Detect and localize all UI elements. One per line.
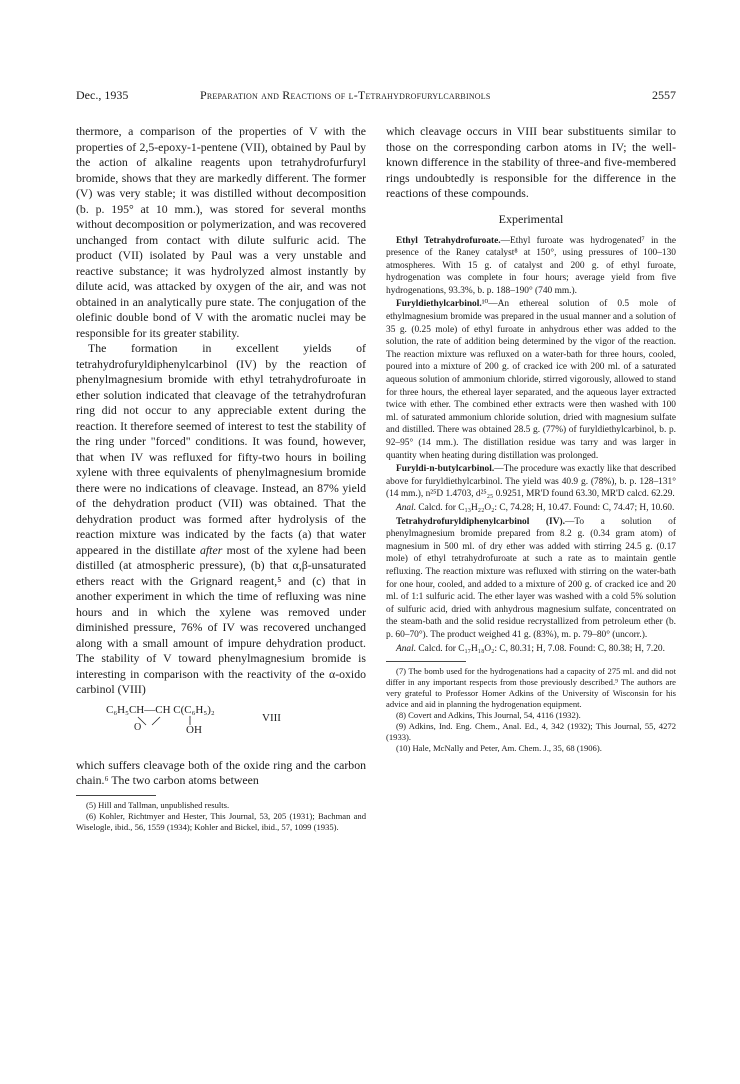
formula-oxygen: O	[134, 721, 142, 733]
structural-formula	[76, 700, 366, 752]
paragraph: which suffers cleavage both of the oxide ring and the carbon chain.⁶ The two carbon atoms between	[76, 757, 366, 787]
footnote: (5) Hill and Tallman, unpublished results.	[86, 799, 230, 810]
experimental-entry: Furyldi-n-butylcarbinol.—The procedure was exactly like that described above for furyldiethylcarbinol. The yield was 40.9 g. (78%), b. p. 128–131° (14 mm.), n²⁵D 1.4703, d²⁵₂₅ 0.9251, MR'D found 63.30, MR'D calcd. 62.29.	[386, 464, 676, 500]
paragraph: which cleavage occurs in VIII bear substituents similar to those on the corresponding carbon atoms in IV; the well-known difference in the stability of three-and five-membered rings undoubtedly is responsible for the difference in the reactions of these compounds.	[386, 124, 676, 200]
footnote: (8) Covert and Adkins, This Journal, 54, 4116 (1932).	[396, 710, 581, 721]
paragraph: The formation in excellent yields of tetrahydrofuryldiphenylcarbinol (IV) by the reaction of phenylmagnesium bromide with ethyl tetrahydrofuroate in ether solution indicated that cleavage of the tetrahydrofuran ring did not occur to any appreciable extent during the reaction. It therefore seemed of interest to test the stability of the ring under "forced" conditions. It was found, however, that when IV was refluxed for fifty-two hours in boiling xylene with three equivalents of phenylmagnesium bromide there were no indications of cleavage. Instead, an 87% yield of the dehydration product (VII) was obtained. That the dehydration product was formed after hydrolysis of the reaction mixture was indicated by the facts (a) that water appeared in the distillate after most of the xylene had been distilled (at atmospheric pressure), (b) that α,β-unsaturated ethers react with the Grignard reagent,⁵ and (c) that in another experiment in which the time of refluxing was nine hours and in which the xylene was removed under diminished pressure, 76% of IV was recovered unchanged along with a small amount of impure dehydration product. The stability of V toward phenylmagnesium bromide is interesting in comparison with the reactivity of the α-oxido carbinol (VIII)	[76, 341, 367, 696]
section-heading: Experimental	[498, 211, 564, 226]
formula-main: C₆H₅CH—CH C(C₆H₅)₂	[106, 703, 215, 716]
analysis-line: Anal. Calcd. for C₁₇H₁₈O₂: C, 80.31; H, 7.08. Found: C, 80.38; H, 7.20.	[396, 643, 665, 654]
formula-hydroxyl: OH	[186, 723, 202, 736]
formula-label: VIII	[262, 711, 281, 724]
header-date: Dec., 1935	[76, 88, 129, 102]
right-column	[386, 124, 676, 754]
left-column	[76, 124, 366, 833]
footnote-rule	[76, 795, 156, 796]
paragraph: thermore, a comparison of the properties of V with the properties of 2,5-epoxy-1-pentene (VII), obtained by Paul by the action of alkaline reagents upon tetrahydrofurfuryl bromide, shows that they are markedly different. The former (V) was very stable; it was distilled without decomposition (b. p. 195° at 10 mm.), was stored for several months without decomposition or polymerization, and was recovered unchanged from contact with dilute sulfuric acid. The product (VII) isolated by Paul was a very unstable and reactive substance; it was hydrolyzed almost instantly by dilute acid, was attacked by oxygen of the air, and was not obtained in an analytically pure state. The conjugation of the olefinic double bond of V with the aromatic nuclei may be responsible for its greater stability.	[76, 124, 366, 340]
experimental-entry: Ethyl Tetrahydrofuroate.—Ethyl furoate was hydrogenated⁷ in the presence of the Raney catalyst⁸ at 150°, using pressures of 100–130 atmospheres. With 15 g. of catalyst and 200 g. of ethyl furoate, hydrogenation was complete in four hours; average yield from five hydrogenations, 93.3%, b. p. 188–190° (740 mm.).	[386, 235, 676, 296]
experimental-entry: Tetrahydrofuryldiphenylcarbinol (IV).—To a solution of phenylmagnesium bromide prepared from 8.2 g. (0.34 gram atom) of magnesium in 500 ml. of dry ether was added with stirring 24.5 g. (0.17 mole) of ethyl tetrahydrofuroate at such a rate as to maintain gentle refluxing. The reaction mixture was refluxed with stirring on the water-bath for one hour, cooled, and added to a mixture of 200 g. of cracked ice and 20 ml. of 1:1 sulfuric acid. The ether layer was washed with a cold 5% solution of sulfuric acid, dried with anhydrous magnesium sulfate, concentrated on the steam-bath and the solid residue recrystallized from petroleum ether (b. p. 60–70°). The product weighed 41 g. (83%), m. p. 79–80° (uncorr.).	[386, 516, 676, 640]
running-header	[76, 88, 676, 104]
experimental-entry: Furyldiethylcarbinol.¹⁰—An ethereal solution of 0.5 mole of ethylmagnesium bromide was prepared in the usual manner and a solution of 35 g. (0.25 mole) of ethyl furoate in anhydrous ether was added to the solution, the rate of addition being determined by the vigor of the reaction. The reaction mixture was refluxed on a water-bath for three hours, cooled, poured into a mixture of 200 g. of cracked ice with 200 ml. of a saturated aqueous solution of ammonium chloride, stirred vigorously, allowed to stand for three hours, the ethereal layer separated, and the aqueous layer extracted twice with ether. The combined ether extracts were then washed with 100 ml. of saturated ammonium chloride solution, dried with magnesium sulfate and distilled. There was obtained 28.5 g. (77%) of furyldiethylcarbinol, b. p. 92–95° (14 mm.). The distillation residue was tarry and was larger in quantity when heating during distillation was prolonged.	[386, 299, 676, 461]
analysis-line: Anal. Calcd. for C₁₃H₂₂O₂: C, 74.28; H, 10.47. Found: C, 74.47; H, 10.60.	[396, 502, 675, 513]
header-title: Preparation and Reactions of l-Tetrahydrofurylcarbinols	[200, 88, 491, 102]
footnote: (6) Kohler, Richtmyer and Hester, This Journal, 53, 205 (1931); Bachman and Wiselogle, ibid., 56, 1559 (1934); Kohler and Bickel, ibid., 57, 1099 (1935).	[76, 810, 366, 832]
page-number: 2557	[652, 88, 676, 102]
footnote: (9) Adkins, Ind. Eng. Chem., Anal. Ed., 4, 342 (1932); This Journal, 55, 4272 (1933).	[386, 721, 676, 743]
footnote-rule	[386, 661, 466, 662]
footnote: (7) The bomb used for the hydrogenations had a capacity of 275 ml. and did not differ in any important respects from those previously described.⁹ The authors are very grateful to Professor Homer Adkins of the University of Wisconsin for his advice and aid in planning the hydrogenation equipment.	[386, 666, 676, 710]
footnote: (10) Hale, McNally and Peter, Am. Chem. J., 35, 68 (1906).	[396, 743, 602, 754]
